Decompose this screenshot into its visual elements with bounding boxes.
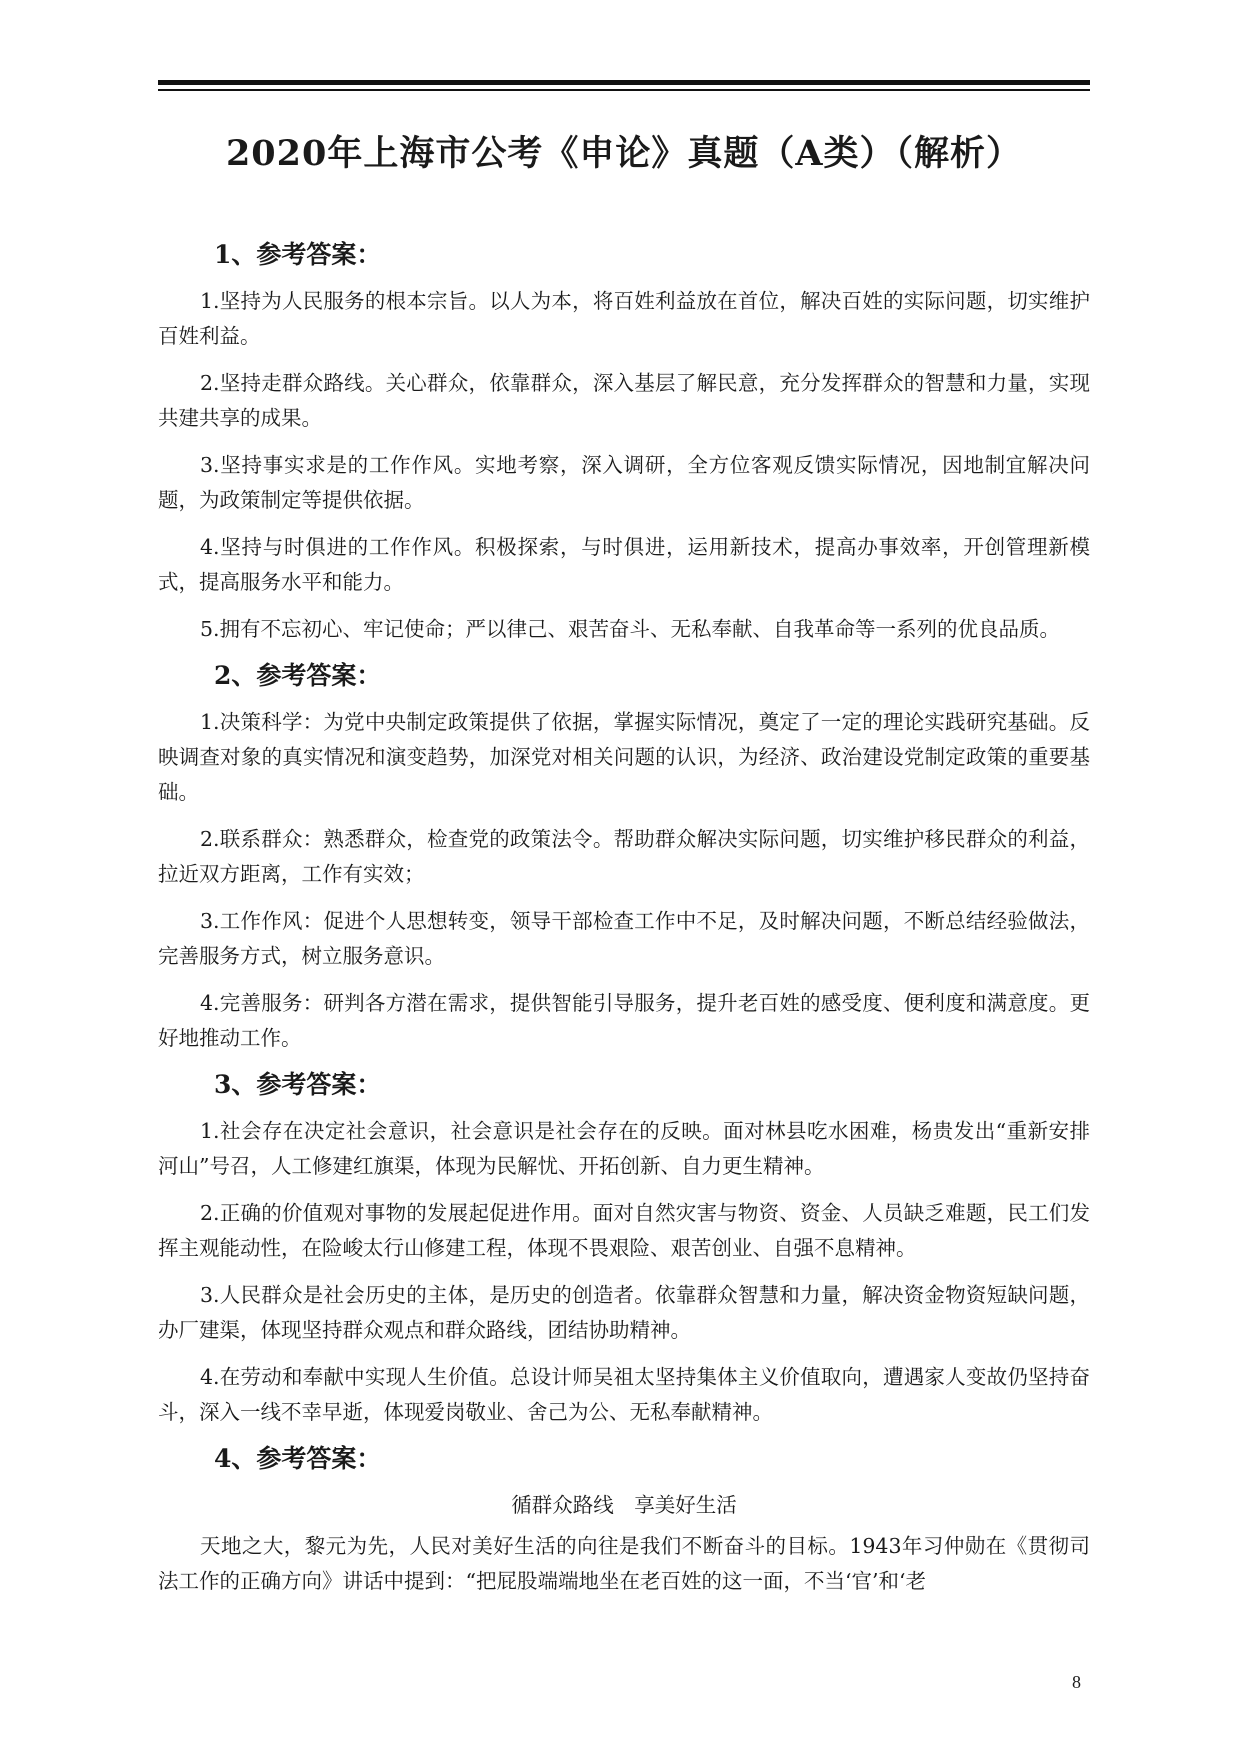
answer-paragraph: 3.人民群众是社会历史的主体，是历史的创造者。依靠群众智慧和力量，解决资金物资短缺问题，办厂建渠，体现坚持群众观点和群众路线，团结协助精神。 <box>158 1283 1090 1342</box>
answer-section-3 <box>158 1068 1090 1430</box>
answer-paragraph: 3.工作作风：促进个人思想转变，领导干部检查工作中不足，及时解决问题，不断总结经验做法，完善服务方式，树立服务意识。 <box>158 909 1090 968</box>
answer-paragraph: 2.联系群众：熟悉群众，检查党的政策法令。帮助群众解决实际问题，切实维护移民群众的利益，拉近双方距离，工作有实效； <box>158 827 1090 886</box>
header-rule-thin <box>158 89 1090 91</box>
answer-paragraph: 4.完善服务：研判各方潜在需求，提供智能引导服务，提升老百姓的感受度、便利度和满意度。更好地推动工作。 <box>158 991 1090 1050</box>
answer-paragraph: 5.拥有不忘初心、牢记使命；严以律己、艰苦奋斗、无私奉献、自我革命等一系列的优良品质。 <box>200 617 1061 641</box>
section-heading: 2、参考答案： <box>214 661 382 690</box>
answer-paragraph: 4.坚持与时俱进的工作作风。积极探索，与时俱进，运用新技术，提高办事效率，开创管理新模式，提高服务水平和能力。 <box>158 535 1090 594</box>
answer-paragraph: 1.社会存在决定社会意识，社会意识是社会存在的反映。面对林县吃水困难，杨贵发出“重新安排河山”号召，人工修建红旗渠，体现为民解忧、开拓创新、自力更生精神。 <box>158 1119 1090 1178</box>
answer-section-1 <box>158 238 1090 647</box>
section-heading: 4、参考答案： <box>214 1444 382 1473</box>
section-heading: 1、参考答案： <box>214 240 382 269</box>
answer-section-2 <box>158 659 1090 1056</box>
answer-paragraph: 4.在劳动和奉献中实现人生价值。总设计师吴祖太坚持集体主义价值取向，遭遇家人变故仍坚持奋斗，深入一线不幸早逝，体现爱岗敬业、舍己为公、无私奉献精神。 <box>158 1365 1090 1424</box>
document-title: 2020年上海市公考《申论》真题（A类）（解析） <box>225 133 1023 174</box>
answer-paragraph: 2.坚持走群众路线。关心群众，依靠群众，深入基层了解民意，充分发挥群众的智慧和力量，实现共建共享的成果。 <box>158 371 1090 430</box>
header-rule-thick <box>158 80 1090 85</box>
document-body <box>158 238 1090 1599</box>
answer-paragraph: 3.坚持事实求是的工作作风。实地考察，深入调研，全方位客观反馈实际情况，因地制宜解决问题，为政策制定等提供依据。 <box>158 453 1090 512</box>
essay-title: 循群众路线 享美好生活 <box>511 1493 737 1517</box>
answer-paragraph: 1.坚持为人民服务的根本宗旨。以人为本，将百姓利益放在首位，解决百姓的实际问题，切实维护百姓利益。 <box>158 289 1090 348</box>
answer-section-4 <box>158 1442 1090 1599</box>
section-heading: 3、参考答案： <box>214 1070 382 1099</box>
essay-paragraph: 天地之大，黎元为先，人民对美好生活的向往是我们不断奋斗的目标。1943年习仲勋在《贯彻司法工作的正确方向》讲话中提到：“把屁股端端地坐在老百姓的这一面，不当‘官’和‘老 <box>158 1534 1090 1593</box>
answer-paragraph: 1.决策科学：为党中央制定政策提供了依据，掌握实际情况，奠定了一定的理论实践研究基础。反映调查对象的真实情况和演变趋势，加深党对相关问题的认识，为经济、政治建设党制定政策的重要基础。 <box>158 710 1090 804</box>
answer-paragraph: 2.正确的价值观对事物的发展起促进作用。面对自然灾害与物资、资金、人员缺乏难题，民工们发挥主观能动性，在险峻太行山修建工程，体现不畏艰险、艰苦创业、自强不息精神。 <box>158 1201 1090 1260</box>
page-number: 8 <box>1072 1672 1081 1692</box>
